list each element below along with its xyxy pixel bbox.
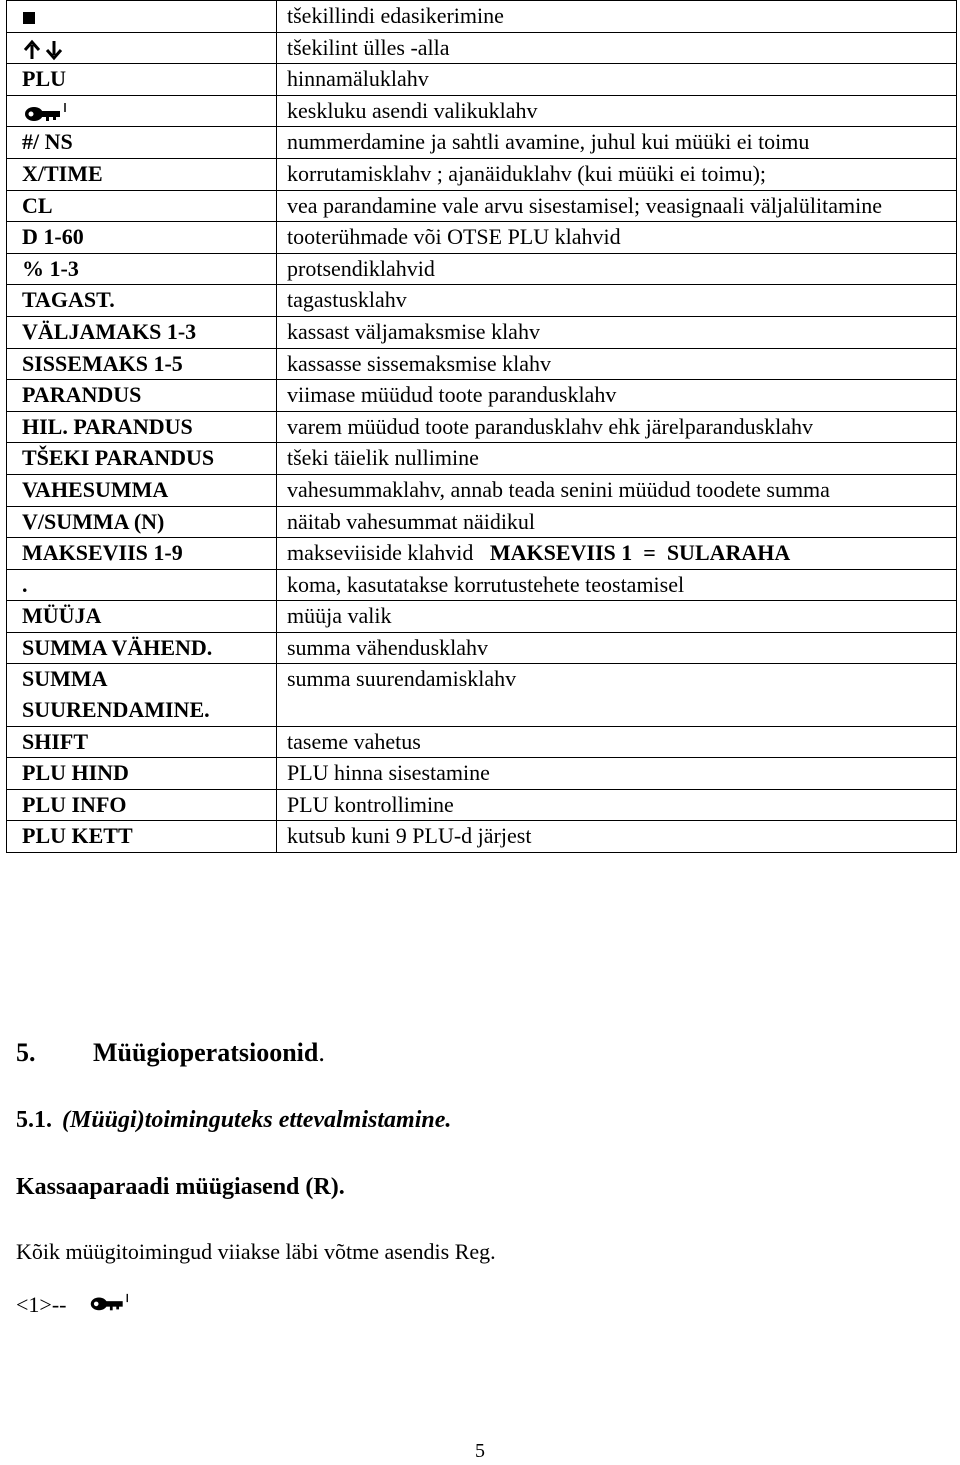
table-row	[7, 474, 957, 506]
key-cell: MÜÜJA	[7, 601, 277, 633]
description-cell	[277, 538, 957, 570]
description-cell: tšekillindi edasikerimine	[277, 1, 957, 33]
description-cell: vahesummaklahv, annab teada senini müüdud toodete summa	[277, 474, 957, 506]
description-cell: PLU hinna sisestamine	[277, 758, 957, 790]
subheading: Kassaaparaadi müügiasend (R).	[16, 1174, 345, 1200]
table-row	[7, 32, 957, 64]
table-row	[7, 285, 957, 317]
key-sequence	[16, 1290, 130, 1320]
key-cell: HIL. PARANDUS	[7, 411, 277, 443]
description-cell: tooterühmade või OTSE PLU klahvid	[277, 222, 957, 254]
key-cell: X/TIME	[7, 158, 277, 190]
table-row	[7, 348, 957, 380]
key-cell: D 1-60	[7, 222, 277, 254]
table-row	[7, 95, 957, 127]
key-cell: TAGAST.	[7, 285, 277, 317]
description-cell: tšeki täielik nullimine	[277, 443, 957, 475]
key-function-table	[6, 0, 957, 853]
key-cell: SUMMA VÄHEND.	[7, 632, 277, 664]
description-cell: tagastusklahv	[277, 285, 957, 317]
description-cell: vea parandamine vale arvu sisestamisel; veasignaali väljalülitamine	[277, 190, 957, 222]
page-number: 5	[475, 1440, 485, 1462]
description-cell: kassasse sissemaksmise klahv	[277, 348, 957, 380]
key-cell	[7, 32, 277, 64]
key-sequence-prefix: <1>--	[16, 1292, 67, 1317]
table-row	[7, 506, 957, 538]
description-cell: varem müüdud toote parandusklahv ehk järelparandusklahv	[277, 411, 957, 443]
black-square-icon	[22, 11, 36, 25]
table-row	[7, 569, 957, 601]
subsection-number: 5.1.	[16, 1107, 52, 1133]
description-cell: koma, kasutatakse korrutustehete teostamisel	[277, 569, 957, 601]
key-cell: PLU INFO	[7, 789, 277, 821]
key-cell: MAKSEVIIS 1-9	[7, 538, 277, 570]
description-cell: viimase müüdud toote parandusklahv	[277, 380, 957, 412]
key-cell: PLU	[7, 64, 277, 96]
key-cell: TŠEKI PARANDUS	[7, 443, 277, 475]
table-row	[7, 411, 957, 443]
key-cell: VAHESUMMA	[7, 474, 277, 506]
key-cell: .	[7, 569, 277, 601]
table-row	[7, 821, 957, 853]
description-cell: keskluku asendi valikuklahv	[277, 95, 957, 127]
table-row	[7, 443, 957, 475]
key-icon	[22, 101, 68, 125]
description-cell: hinnamäluklahv	[277, 64, 957, 96]
description-cell: kutsub kuni 9 PLU-d järjest	[277, 821, 957, 853]
table-row	[7, 726, 957, 758]
key-cell: #/ NS	[7, 127, 277, 159]
description-cell: taseme vahetus	[277, 726, 957, 758]
key-cell: V/SUMMA (N)	[7, 506, 277, 538]
up-down-arrows-icon	[22, 39, 66, 61]
description-cell: kassast väljamaksmise klahv	[277, 316, 957, 348]
subsection-title: (Müügi)toiminguteks ettevalmistamine.	[62, 1107, 452, 1133]
table-row	[7, 190, 957, 222]
table-row	[7, 380, 957, 412]
description-cell: PLU kontrollimine	[277, 789, 957, 821]
key-cell	[7, 95, 277, 127]
key-icon	[88, 1292, 130, 1314]
description-cell: summa suurendamisklahv	[277, 664, 957, 726]
body-paragraph: Kõik müügitoimingud viiakse läbi võtme asendis Reg.	[16, 1239, 496, 1264]
table-row	[7, 64, 957, 96]
subsection-heading	[16, 1103, 451, 1137]
key-cell: PLU KETT	[7, 821, 277, 853]
description-cell: protsendiklahvid	[277, 253, 957, 285]
section-number: 5.	[16, 1038, 36, 1067]
key-cell	[7, 1, 277, 33]
description-cell: summa vähendusklahv	[277, 632, 957, 664]
key-cell: PLU HIND	[7, 758, 277, 790]
key-cell: CL	[7, 190, 277, 222]
table-row	[7, 601, 957, 633]
table-row	[7, 158, 957, 190]
description-text: makseviiside klahvid	[287, 540, 474, 566]
table-row	[7, 632, 957, 664]
description-cell: näitab vahesummat näidikul	[277, 506, 957, 538]
table-row	[7, 758, 957, 790]
description-cell: korrutamisklahv ; ajanäiduklahv (kui müüki ei toimu);	[277, 158, 957, 190]
table-row	[7, 538, 957, 570]
table-row	[7, 222, 957, 254]
key-cell: SHIFT	[7, 726, 277, 758]
table-row	[7, 664, 957, 726]
description-bold-text: MAKSEVIIS 1 = SULARAHA	[489, 540, 791, 566]
key-cell: SUMMA SUURENDAMINE.	[7, 664, 277, 726]
description-cell: müüja valik	[277, 601, 957, 633]
table-row	[7, 1, 957, 33]
table-row	[7, 789, 957, 821]
section-title: Müügioperatsioonid	[93, 1038, 319, 1067]
table-row	[7, 253, 957, 285]
section-title-punct: .	[318, 1038, 325, 1067]
key-cell: PARANDUS	[7, 380, 277, 412]
section-heading	[16, 1035, 325, 1071]
key-cell: % 1-3	[7, 253, 277, 285]
description-cell: tšekilint ülles -alla	[277, 32, 957, 64]
table-row	[7, 316, 957, 348]
description-cell: nummerdamine ja sahtli avamine, juhul kui müüki ei toimu	[277, 127, 957, 159]
key-cell: SISSEMAKS 1-5	[7, 348, 277, 380]
key-cell: VÄLJAMAKS 1-3	[7, 316, 277, 348]
table-row	[7, 127, 957, 159]
